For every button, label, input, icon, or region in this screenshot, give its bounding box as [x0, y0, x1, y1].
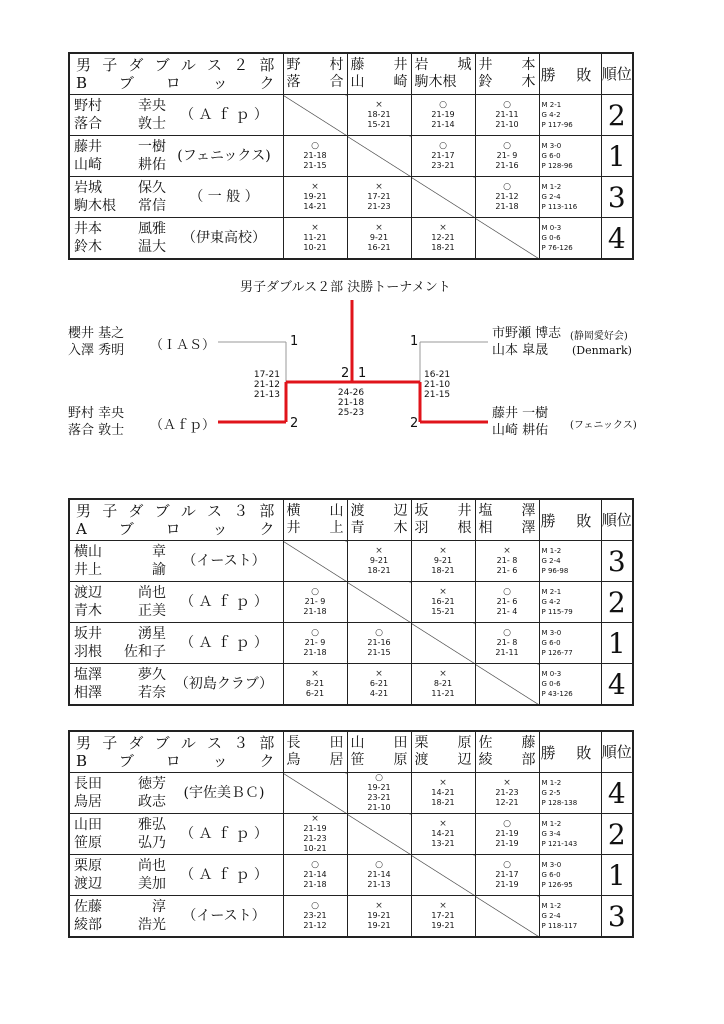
match-result: ○ 21-19 21-19: [475, 814, 539, 855]
win-loss-stats: M 1-2 G 2-4 P 118-117: [539, 896, 601, 938]
pair-names: 坂井 湧星 羽根 佐和子 （ Ａ ｆ ｐ ）: [69, 623, 283, 664]
win-loss-stats: M 1-2 G 2-4 P 113-116: [539, 177, 601, 218]
match-result: ○ 21-17 21-19: [475, 855, 539, 896]
rank-header: 順位: [601, 53, 633, 95]
club-name: （ Ａ ｆ ｐ ）: [180, 826, 268, 842]
right-top-player1: 市野瀬 博志: [492, 326, 562, 341]
match-result: × 16-21 15-21: [411, 582, 475, 623]
record-header: 勝 敗: [539, 731, 601, 773]
match-result: ○ 19-21 23-21 21-10: [347, 773, 411, 814]
match-result: × 21-19 21-23 10-21: [283, 814, 347, 855]
match-result: ○ 21- 9 21-18: [283, 582, 347, 623]
left-top-score: 1: [290, 334, 299, 349]
match-result: × 14-21 18-21: [411, 773, 475, 814]
table-title: 男 子 ダ ブ ル ス ２ 部 B ブ ロ ッ ク: [69, 53, 283, 95]
rank-value: 3: [601, 177, 633, 218]
match-result: × 21- 8 21- 6: [475, 541, 539, 582]
table-title: 男 子 ダ ブ ル ス ３ 部 B ブ ロ ッ ク: [69, 731, 283, 773]
match-result: × 17-21 21-23: [347, 177, 411, 218]
final-right-score: 1: [358, 366, 367, 381]
pair-names: 野村 幸央 落合 敦士 （ Ａ ｆ ｐ ）: [69, 95, 283, 136]
win-loss-stats: M 3-0 G 6-0 P 126-77: [539, 623, 601, 664]
rank-value: 1: [601, 623, 633, 664]
rank-value: 3: [601, 541, 633, 582]
win-loss-stats: M 0-3 G 0-6 P 76-126: [539, 218, 601, 260]
right-top-club2: (Denmark): [572, 344, 632, 357]
pair-names: 井本 風雅 鈴木 温大 （伊東高校）: [69, 218, 283, 260]
pair-names: 山田 雅弘 笹原 弘乃 （ Ａ ｆ ｐ ）: [69, 814, 283, 855]
rank-value: 2: [601, 582, 633, 623]
match-result: ○ 21- 9 21-16: [475, 136, 539, 177]
match-result: ○ 23-21 21-12: [283, 896, 347, 938]
opponent-header: 佐 藤 綾 部: [475, 731, 539, 773]
club-name: （ Ａ ｆ ｐ ）: [180, 107, 268, 123]
match-result: ○ 21-17 23-21: [411, 136, 475, 177]
pair-names: 栗原 尚也 渡辺 美加 （ Ａ ｆ ｐ ）: [69, 855, 283, 896]
final-scores: 24-26 21-18 25-23: [337, 388, 365, 418]
pair-names: 渡辺 尚也 青木 正美 （ Ａ ｆ ｐ ）: [69, 582, 283, 623]
match-result: × 11-21 10-21: [283, 218, 347, 260]
table-title: 男 子 ダ ブ ル ス ３ 部 A ブ ロ ッ ク: [69, 499, 283, 541]
match-result: × 19-21 14-21: [283, 177, 347, 218]
left-bottom-club: （Ａｆｐ）: [150, 418, 216, 433]
club-name: (宇佐美ＢＣ): [183, 785, 265, 801]
pair-names: 長田 徳芳 鳥居 政志 (宇佐美ＢＣ): [69, 773, 283, 814]
match-result: ○ 21-18 21-15: [283, 136, 347, 177]
match-result: × 14-21 13-21: [411, 814, 475, 855]
right-bottom-player1: 藤井 一樹: [492, 406, 549, 421]
win-loss-stats: M 1-2 G 3-4 P 121-143: [539, 814, 601, 855]
club-name: (フェニックス): [177, 148, 271, 164]
win-loss-stats: M 1-2 G 2-5 P 128-138: [539, 773, 601, 814]
match-result: × 12-21 18-21: [411, 218, 475, 260]
match-result: × 18-21 15-21: [347, 95, 411, 136]
win-loss-stats: M 2-1 G 4-2 P 117-96: [539, 95, 601, 136]
record-header: 勝 敗: [539, 53, 601, 95]
match-result: × 21-23 12-21: [475, 773, 539, 814]
match-result: × 19-21 19-21: [347, 896, 411, 938]
win-loss-stats: M 2-1 G 4-2 P 115-79: [539, 582, 601, 623]
opponent-header: 野 村 落 合: [283, 53, 347, 95]
opponent-header: 塩 澤 相 澤: [475, 499, 539, 541]
club-name: （初島クラブ）: [174, 676, 274, 692]
left-top-club: （ＩＡＳ）: [150, 338, 216, 353]
club-name: （イースト）: [182, 908, 266, 924]
rank-value: 2: [601, 814, 633, 855]
rank-value: 2: [601, 95, 633, 136]
opponent-header: 岩 城 駒木根: [411, 53, 475, 95]
match-result: ○ 21-19 21-14: [411, 95, 475, 136]
club-name: （ Ａ ｆ ｐ ）: [180, 594, 268, 610]
right-top-club1: (静岡愛好会): [570, 331, 628, 342]
club-name: （ Ａ ｆ ｐ ）: [180, 867, 268, 883]
match-result: ○ 21-12 21-18: [475, 177, 539, 218]
pair-names: 横山 章 井上 諭 （イースト）: [69, 541, 283, 582]
match-result: ○ 21- 9 21-18: [283, 623, 347, 664]
win-loss-stats: M 0-3 G 0-6 P 43-126: [539, 664, 601, 706]
record-header: 勝 敗: [539, 499, 601, 541]
rank-value: 3: [601, 896, 633, 938]
right-top-player2: 山本 皐晟: [492, 343, 549, 358]
match-result: × 8-21 6-21: [283, 664, 347, 706]
match-result: × 9-21 18-21: [347, 541, 411, 582]
club-name: （ 一 般 ）: [189, 189, 259, 205]
win-loss-stats: M 3-0 G 6-0 P 128-96: [539, 136, 601, 177]
left-bottom-player2: 落合 敦士: [68, 423, 125, 438]
left-bottom-player1: 野村 幸央: [68, 406, 125, 421]
rank-value: 4: [601, 218, 633, 260]
win-loss-stats: M 1-2 G 2-4 P 96-98: [539, 541, 601, 582]
pair-names: 塩澤 夢久 相澤 若奈 （初島クラブ）: [69, 664, 283, 706]
rank-value: 4: [601, 664, 633, 706]
match-result: × 9-21 18-21: [411, 541, 475, 582]
left-bottom-score: 2: [290, 416, 299, 431]
pair-names: 藤井 一樹 山崎 耕佑 (フェニックス): [69, 136, 283, 177]
match-result: ○ 21-14 21-13: [347, 855, 411, 896]
opponent-header: 渡 辺 青 木: [347, 499, 411, 541]
club-name: （伊東高校）: [182, 230, 266, 246]
match-result: × 17-21 19-21: [411, 896, 475, 938]
club-name: （ Ａ ｆ ｐ ）: [180, 635, 268, 651]
right-semifinal-scores: 16-21 21-10 21-15: [424, 370, 451, 400]
opponent-header: 藤 井 山 崎: [347, 53, 411, 95]
match-result: ○ 21- 8 21-11: [475, 623, 539, 664]
opponent-header: 井 本 鈴 木: [475, 53, 539, 95]
club-name: （イースト）: [182, 553, 266, 569]
left-top-player1: 櫻井 基之: [68, 326, 125, 341]
match-result: ○ 21-16 21-15: [347, 623, 411, 664]
pair-names: 佐藤 淳 綾部 浩光 （イースト）: [69, 896, 283, 938]
opponent-header: 横 山 井 上: [283, 499, 347, 541]
left-semifinal-scores: 17-21 21-12 21-13: [253, 370, 280, 400]
opponent-header: 栗 原 渡 辺: [411, 731, 475, 773]
bracket-title: 男子ダブルス２部 決勝トーナメント: [240, 280, 451, 295]
match-result: ○ 21-11 21-10: [475, 95, 539, 136]
match-result: × 6-21 4-21: [347, 664, 411, 706]
win-loss-stats: M 3-0 G 6-0 P 126-95: [539, 855, 601, 896]
rank-header: 順位: [601, 731, 633, 773]
right-bottom-club: (フェニックス): [570, 420, 637, 431]
opponent-header: 坂 井 羽 根: [411, 499, 475, 541]
opponent-header: 長 田 鳥 居: [283, 731, 347, 773]
rank-value: 1: [601, 136, 633, 177]
final-left-score: 2: [341, 366, 350, 381]
match-result: × 8-21 11-21: [411, 664, 475, 706]
match-result: ○ 21- 6 21- 4: [475, 582, 539, 623]
match-result: ○ 21-14 21-18: [283, 855, 347, 896]
right-bottom-score: 2: [410, 416, 419, 431]
match-result: × 9-21 16-21: [347, 218, 411, 260]
right-bottom-player2: 山崎 耕佑: [492, 423, 549, 438]
right-top-score: 1: [410, 334, 419, 349]
rank-header: 順位: [601, 499, 633, 541]
rank-value: 4: [601, 773, 633, 814]
pair-names: 岩城 保久 駒木根 常信 （ 一 般 ）: [69, 177, 283, 218]
opponent-header: 山 田 笹 原: [347, 731, 411, 773]
left-top-player2: 入澤 秀明: [68, 343, 125, 358]
rank-value: 1: [601, 855, 633, 896]
